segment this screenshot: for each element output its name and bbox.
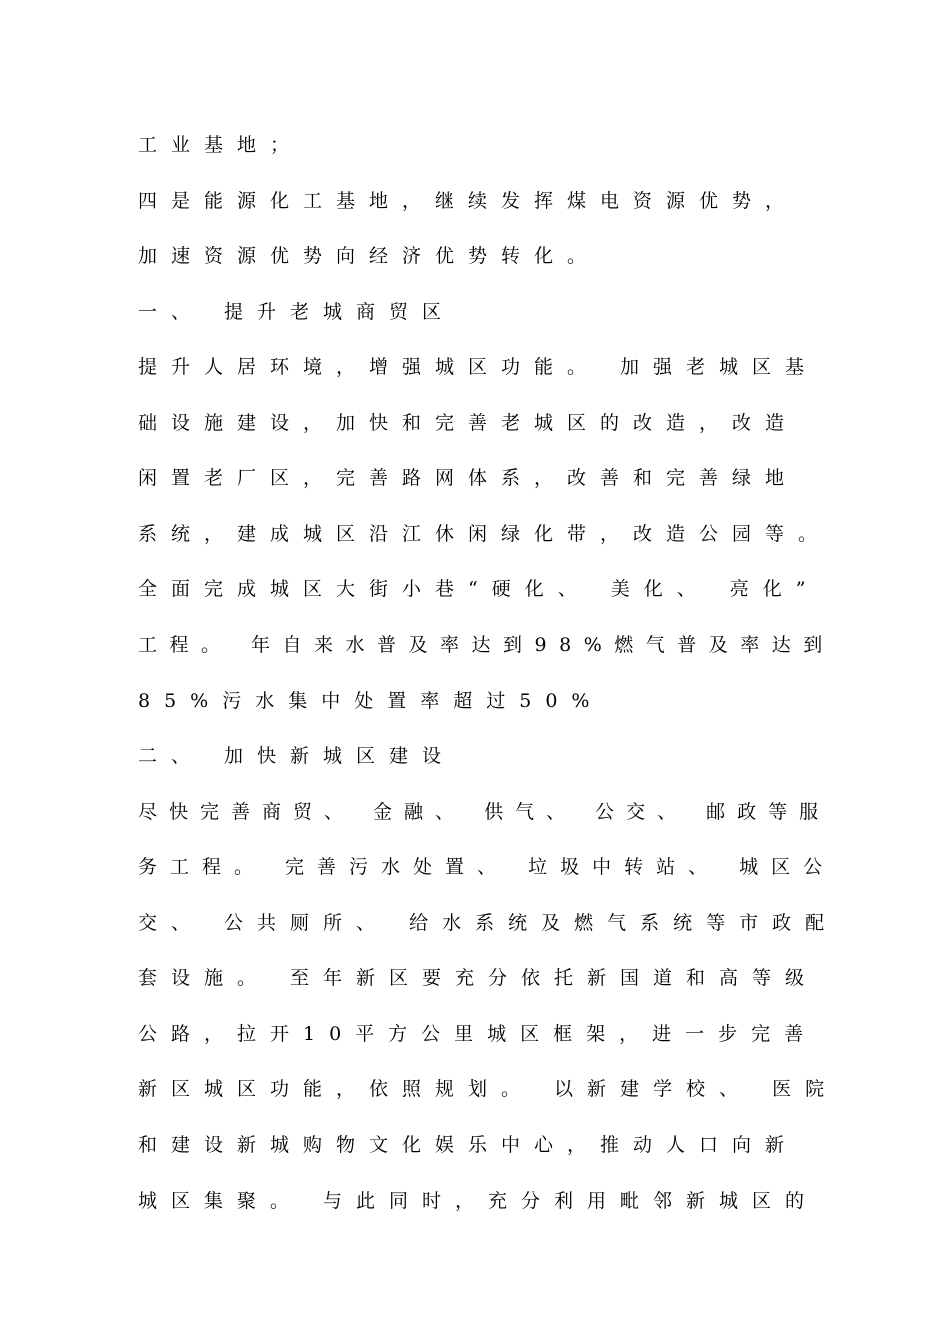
text-line-19: 和建设新城购物文化娱乐中心，推动人口向新 <box>138 1134 799 1156</box>
section-heading-2: 二、 加快新城区建设 <box>138 745 456 767</box>
text-line-3: 加速资源优势向经济优势转化。 <box>138 245 601 267</box>
text-line-16: 套设施。 至年新区要充分依托新国道和高等级 <box>138 967 819 989</box>
text-line-8: 系统，建成城区沿江休闲绿化带，改造公园等。 <box>138 523 832 545</box>
text-line-10: 工程。 年自来水普及率达到98%燃气普及率达到 <box>138 634 835 656</box>
text-line-20: 城区集聚。 与此同时，充分利用毗邻新城区的 <box>138 1190 819 1212</box>
text-line-6: 础设施建设，加快和完善老城区的改造，改造 <box>138 412 799 434</box>
text-line-1: 工业基地； <box>138 134 304 156</box>
text-line-11: 85%污水集中处置率超过50% <box>138 690 604 712</box>
text-line-2: 四是能源化工基地，继续发挥煤电资源优势， <box>138 190 799 212</box>
text-line-9: 全面完成城区大街小巷“硬化、 美化、 亮化” <box>138 578 820 600</box>
text-line-15: 交、 公共厕所、 给水系统及燃气系统等市政配 <box>138 912 839 934</box>
text-line-13: 尽快完善商贸、 金融、 供气、 公交、 邮政等服 <box>138 801 831 823</box>
text-line-7: 闲置老厂区，完善路网体系，改善和完善绿地 <box>138 467 799 489</box>
text-line-5: 提升人居环境，增强城区功能。 加强老城区基 <box>138 356 819 378</box>
section-heading-1: 一、 提升老城商贸区 <box>138 301 456 323</box>
text-line-14: 务工程。 完善污水处置、 垃圾中转站、 城区公 <box>138 856 836 878</box>
text-line-18: 新区城区功能，依照规划。 以新建学校、 医院 <box>138 1078 839 1100</box>
text-line-17: 公路，拉开10平方公里城区框架，进一步完善 <box>138 1023 818 1045</box>
